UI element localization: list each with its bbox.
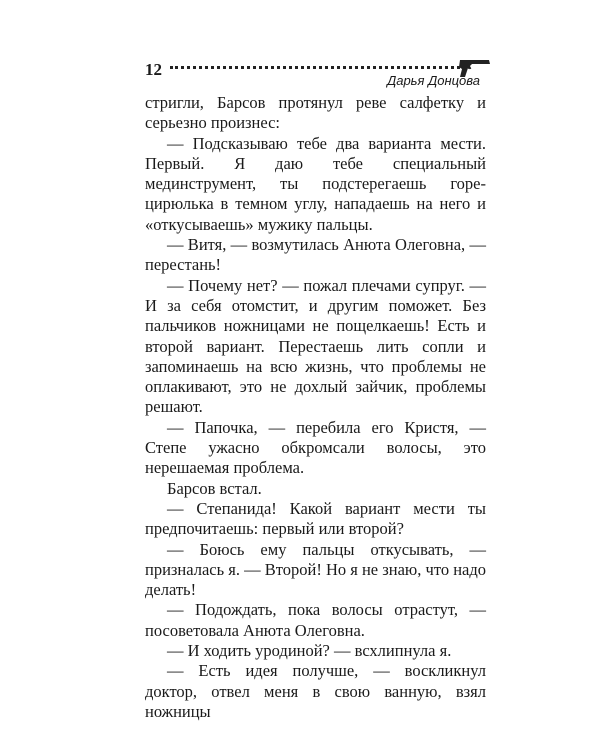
paragraph: — Есть идея получше, — воскликнул доктор, отвел меня в свою ванную, взял ножницы — [145, 661, 486, 721]
running-head-author: Дарья Донцова — [387, 73, 480, 88]
paragraph: — Боюсь ему пальцы откусывать, — призналась я. — Второй! Но я не знаю, что надо делать! — [145, 539, 486, 600]
page-number: 12 — [145, 60, 162, 79]
body-text — [145, 93, 486, 722]
paragraph: — Витя, — возмутилась Анюта Олеговна, — перестань! — [145, 235, 486, 275]
header-dotted-rule — [170, 66, 460, 69]
paragraph: стригли, Барсов протянул реве салфетку и серьезно произнес: — [145, 93, 486, 133]
paragraph: — Степанида! Какой вариант мести ты предпочитаешь: первый или второй? — [145, 498, 486, 539]
paragraph: — Подождать, пока волосы отрастут, — посоветовала Анюта Олеговна. — [145, 600, 486, 640]
paragraph: — Папочка, — перебила его Кристя, — Степе ужасно обкромсали волосы, это нерешаемая проблема. — [145, 417, 486, 478]
paragraph: — Подсказываю тебе два варианта мести. Первый. Я даю тебе специальный мединструмент, ты подстерегаешь горе-цирюлька в темном углу, нападаешь на него и «откусываешь» мужику пальцы. — [145, 133, 486, 234]
paragraph: Барсов встал. — [167, 478, 262, 498]
paragraph: — Почему нет? — пожал плечами супруг. — И за себя отомстит, и другим поможет. Без пальчиков ножницами не пощелкаешь! Есть и второй вариант. Перестаешь лить сопли и запоминаешь на всю жизнь, что проблемы не оплакивают, это не дохлый зайчик, проблемы решают. — [145, 275, 486, 417]
paragraph: — И ходить уродиной? — всхлипнула я. — [167, 641, 452, 661]
